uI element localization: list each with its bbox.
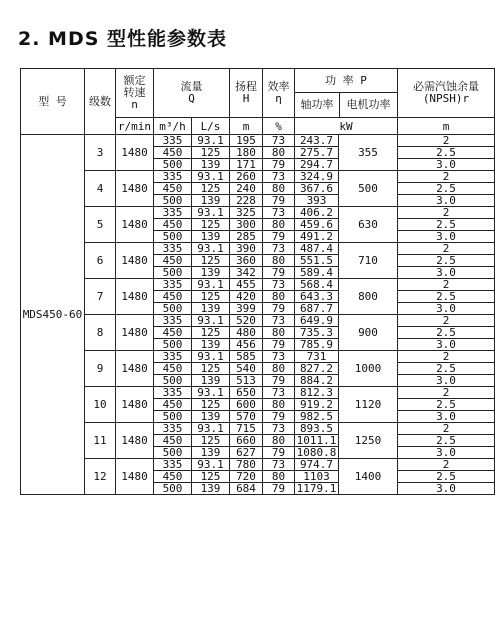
flow-m3h-cell: 335 <box>154 135 192 147</box>
head-cell: 627 <box>230 447 263 459</box>
flow-ls-cell: 125 <box>192 363 230 375</box>
table-row <box>21 207 495 219</box>
efficiency-cell: 73 <box>263 423 295 435</box>
efficiency-cell: 79 <box>263 195 295 207</box>
flow-ls-cell: 125 <box>192 471 230 483</box>
flow-m3h-cell: 500 <box>154 159 192 171</box>
header-stages: 级数 <box>85 69 116 135</box>
npsh-cell: 3.0 <box>398 483 495 495</box>
flow-m3h-cell: 500 <box>154 267 192 279</box>
efficiency-cell: 80 <box>263 471 295 483</box>
flow-m3h-cell: 500 <box>154 303 192 315</box>
efficiency-cell: 79 <box>263 231 295 243</box>
npsh-cell: 3.0 <box>398 411 495 423</box>
shaft-power-cell: 459.6 <box>295 219 339 231</box>
head-cell: 684 <box>230 483 263 495</box>
motor-power-cell: 1250 <box>339 423 398 459</box>
shaft-power-cell: 982.5 <box>295 411 339 423</box>
stages-cell: 7 <box>85 279 116 315</box>
flow-ls-cell: 93.1 <box>192 315 230 327</box>
npsh-cell: 2 <box>398 243 495 255</box>
stages-cell: 10 <box>85 387 116 423</box>
flow-ls-cell: 93.1 <box>192 351 230 363</box>
motor-power-cell: 710 <box>339 243 398 279</box>
flow-ls-cell: 139 <box>192 411 230 423</box>
flow-ls-cell: 139 <box>192 195 230 207</box>
motor-power-cell: 355 <box>339 135 398 171</box>
shaft-power-cell: 643.3 <box>295 291 339 303</box>
head-cell: 570 <box>230 411 263 423</box>
head-cell: 399 <box>230 303 263 315</box>
flow-ls-cell: 139 <box>192 303 230 315</box>
flow-m3h-cell: 450 <box>154 183 192 195</box>
table-row <box>21 279 495 291</box>
flow-m3h-cell: 500 <box>154 339 192 351</box>
motor-power-cell: 900 <box>339 315 398 351</box>
efficiency-cell: 79 <box>263 267 295 279</box>
shaft-power-cell: 589.4 <box>295 267 339 279</box>
head-cell: 360 <box>230 255 263 267</box>
unit-head: m <box>230 118 263 135</box>
performance-table <box>20 68 495 495</box>
flow-ls-cell: 93.1 <box>192 423 230 435</box>
npsh-cell: 2.5 <box>398 147 495 159</box>
npsh-cell: 2.5 <box>398 291 495 303</box>
efficiency-cell: 79 <box>263 303 295 315</box>
head-cell: 480 <box>230 327 263 339</box>
flow-m3h-cell: 500 <box>154 447 192 459</box>
flow-m3h-cell: 450 <box>154 219 192 231</box>
flow-ls-cell: 139 <box>192 447 230 459</box>
efficiency-cell: 73 <box>263 279 295 291</box>
header-power: 功 率 P 轴功率 电机功率 <box>295 69 398 118</box>
efficiency-cell: 73 <box>263 351 295 363</box>
unit-speed: r/min <box>116 118 154 135</box>
header-npsh: 必需汽蚀余量 (NPSH)r <box>398 69 495 118</box>
header-head: 扬程 H <box>230 69 263 118</box>
efficiency-cell: 80 <box>263 219 295 231</box>
flow-m3h-cell: 335 <box>154 243 192 255</box>
flow-ls-cell: 93.1 <box>192 135 230 147</box>
npsh-cell: 2.5 <box>398 183 495 195</box>
flow-m3h-cell: 335 <box>154 171 192 183</box>
shaft-power-cell: 974.7 <box>295 459 339 471</box>
efficiency-cell: 79 <box>263 411 295 423</box>
flow-m3h-cell: 450 <box>154 255 192 267</box>
model-cell: MDS450-60 <box>21 135 85 495</box>
flow-ls-cell: 125 <box>192 219 230 231</box>
npsh-cell: 2 <box>398 171 495 183</box>
table-row <box>21 387 495 399</box>
table-row <box>21 315 495 327</box>
head-cell: 585 <box>230 351 263 363</box>
shaft-power-cell: 324.9 <box>295 171 339 183</box>
shaft-power-cell: 884.2 <box>295 375 339 387</box>
flow-m3h-cell: 335 <box>154 459 192 471</box>
speed-cell: 1480 <box>116 243 154 279</box>
shaft-power-cell: 1179.1 <box>295 483 339 495</box>
efficiency-cell: 79 <box>263 447 295 459</box>
head-cell: 285 <box>230 231 263 243</box>
head-cell: 325 <box>230 207 263 219</box>
header-motor-power: 电机功率 <box>346 98 391 111</box>
npsh-cell: 2.5 <box>398 471 495 483</box>
shaft-power-cell: 491.2 <box>295 231 339 243</box>
shaft-power-cell: 487.4 <box>295 243 339 255</box>
flow-ls-cell: 139 <box>192 483 230 495</box>
speed-cell: 1480 <box>116 279 154 315</box>
efficiency-cell: 80 <box>263 291 295 303</box>
efficiency-cell: 73 <box>263 387 295 399</box>
speed-cell: 1480 <box>116 135 154 171</box>
table-row <box>21 171 495 183</box>
shaft-power-cell: 393 <box>295 195 339 207</box>
head-cell: 260 <box>230 171 263 183</box>
header-model: 型 号 <box>21 69 85 135</box>
npsh-cell: 2 <box>398 459 495 471</box>
stages-cell: 3 <box>85 135 116 171</box>
npsh-cell: 2.5 <box>398 399 495 411</box>
npsh-cell: 2.5 <box>398 219 495 231</box>
npsh-cell: 2 <box>398 207 495 219</box>
stages-cell: 5 <box>85 207 116 243</box>
flow-m3h-cell: 335 <box>154 207 192 219</box>
flow-ls-cell: 139 <box>192 267 230 279</box>
shaft-power-cell: 275.7 <box>295 147 339 159</box>
flow-m3h-cell: 500 <box>154 411 192 423</box>
flow-ls-cell: 93.1 <box>192 279 230 291</box>
shaft-power-cell: 785.9 <box>295 339 339 351</box>
head-cell: 456 <box>230 339 263 351</box>
efficiency-cell: 80 <box>263 363 295 375</box>
efficiency-cell: 73 <box>263 459 295 471</box>
head-cell: 228 <box>230 195 263 207</box>
efficiency-cell: 80 <box>263 255 295 267</box>
shaft-power-cell: 731 <box>295 351 339 363</box>
efficiency-cell: 80 <box>263 327 295 339</box>
motor-power-cell: 1000 <box>339 351 398 387</box>
flow-ls-cell: 139 <box>192 375 230 387</box>
shaft-power-cell: 568.4 <box>295 279 339 291</box>
npsh-cell: 2 <box>398 315 495 327</box>
flow-m3h-cell: 500 <box>154 375 192 387</box>
table-row <box>21 135 495 147</box>
header-flow: 流量 Q <box>154 69 230 118</box>
head-cell: 720 <box>230 471 263 483</box>
shaft-power-cell: 243.7 <box>295 135 339 147</box>
unit-npsh: m <box>398 118 495 135</box>
efficiency-cell: 80 <box>263 147 295 159</box>
flow-ls-cell: 93.1 <box>192 171 230 183</box>
header-efficiency: 效率 η <box>263 69 295 118</box>
shaft-power-cell: 1103 <box>295 471 339 483</box>
flow-ls-cell: 93.1 <box>192 459 230 471</box>
shaft-power-cell: 1011.1 <box>295 435 339 447</box>
efficiency-cell: 73 <box>263 171 295 183</box>
efficiency-cell: 73 <box>263 243 295 255</box>
flow-m3h-cell: 500 <box>154 483 192 495</box>
motor-power-cell: 630 <box>339 207 398 243</box>
npsh-cell: 2.5 <box>398 327 495 339</box>
flow-m3h-cell: 450 <box>154 399 192 411</box>
flow-ls-cell: 139 <box>192 339 230 351</box>
shaft-power-cell: 919.2 <box>295 399 339 411</box>
table-body <box>21 135 495 495</box>
head-cell: 540 <box>230 363 263 375</box>
npsh-cell: 3.0 <box>398 231 495 243</box>
efficiency-cell: 80 <box>263 399 295 411</box>
header-rated-speed: 额定 转速 n <box>116 69 154 118</box>
motor-power-cell: 1120 <box>339 387 398 423</box>
stages-cell: 11 <box>85 423 116 459</box>
flow-m3h-cell: 335 <box>154 351 192 363</box>
motor-power-cell: 1400 <box>339 459 398 495</box>
npsh-cell: 2.5 <box>398 363 495 375</box>
head-cell: 342 <box>230 267 263 279</box>
head-cell: 390 <box>230 243 263 255</box>
npsh-cell: 3.0 <box>398 375 495 387</box>
head-cell: 513 <box>230 375 263 387</box>
unit-power: kW <box>295 118 398 135</box>
head-cell: 420 <box>230 291 263 303</box>
flow-ls-cell: 125 <box>192 327 230 339</box>
header-shaft-power: 轴功率 <box>295 93 340 117</box>
motor-power-cell: 800 <box>339 279 398 315</box>
shaft-power-cell: 735.3 <box>295 327 339 339</box>
efficiency-cell: 79 <box>263 483 295 495</box>
flow-ls-cell: 125 <box>192 435 230 447</box>
flow-ls-cell: 125 <box>192 147 230 159</box>
npsh-cell: 2.5 <box>398 435 495 447</box>
stages-cell: 6 <box>85 243 116 279</box>
head-cell: 171 <box>230 159 263 171</box>
stages-cell: 12 <box>85 459 116 495</box>
npsh-cell: 3.0 <box>398 447 495 459</box>
shaft-power-cell: 406.2 <box>295 207 339 219</box>
head-cell: 600 <box>230 399 263 411</box>
head-cell: 660 <box>230 435 263 447</box>
flow-ls-cell: 125 <box>192 183 230 195</box>
head-cell: 650 <box>230 387 263 399</box>
head-cell: 180 <box>230 147 263 159</box>
stages-cell: 9 <box>85 351 116 387</box>
head-cell: 520 <box>230 315 263 327</box>
speed-cell: 1480 <box>116 423 154 459</box>
npsh-cell: 3.0 <box>398 339 495 351</box>
npsh-cell: 2 <box>398 351 495 363</box>
flow-m3h-cell: 450 <box>154 291 192 303</box>
shaft-power-cell: 893.5 <box>295 423 339 435</box>
shaft-power-cell: 1080.8 <box>295 447 339 459</box>
flow-ls-cell: 139 <box>192 231 230 243</box>
efficiency-cell: 80 <box>263 435 295 447</box>
npsh-cell: 3.0 <box>398 195 495 207</box>
page-title: 2. MDS 型性能参数表 <box>18 28 228 50</box>
table-row <box>21 351 495 363</box>
stages-cell: 8 <box>85 315 116 351</box>
unit-flow-ls: L/s <box>192 118 230 135</box>
npsh-cell: 2 <box>398 387 495 399</box>
shaft-power-cell: 367.6 <box>295 183 339 195</box>
stages-cell: 4 <box>85 171 116 207</box>
speed-cell: 1480 <box>116 459 154 495</box>
flow-ls-cell: 125 <box>192 291 230 303</box>
head-cell: 195 <box>230 135 263 147</box>
efficiency-cell: 79 <box>263 375 295 387</box>
flow-m3h-cell: 450 <box>154 327 192 339</box>
flow-ls-cell: 139 <box>192 159 230 171</box>
table-row <box>21 459 495 471</box>
shaft-power-cell: 827.2 <box>295 363 339 375</box>
speed-cell: 1480 <box>116 351 154 387</box>
flow-m3h-cell: 500 <box>154 195 192 207</box>
shaft-power-cell: 687.7 <box>295 303 339 315</box>
flow-m3h-cell: 450 <box>154 471 192 483</box>
head-cell: 240 <box>230 183 263 195</box>
efficiency-cell: 80 <box>263 183 295 195</box>
npsh-cell: 3.0 <box>398 159 495 171</box>
npsh-cell: 3.0 <box>398 303 495 315</box>
flow-m3h-cell: 450 <box>154 147 192 159</box>
speed-cell: 1480 <box>116 387 154 423</box>
unit-flow-m3h: m³/h <box>154 118 192 135</box>
flow-ls-cell: 93.1 <box>192 387 230 399</box>
npsh-cell: 2 <box>398 135 495 147</box>
shaft-power-cell: 294.7 <box>295 159 339 171</box>
npsh-cell: 2 <box>398 279 495 291</box>
flow-ls-cell: 125 <box>192 255 230 267</box>
motor-power-cell: 500 <box>339 171 398 207</box>
head-cell: 455 <box>230 279 263 291</box>
speed-cell: 1480 <box>116 315 154 351</box>
unit-efficiency: % <box>263 118 295 135</box>
table-row <box>21 423 495 435</box>
shaft-power-cell: 551.5 <box>295 255 339 267</box>
npsh-cell: 3.0 <box>398 267 495 279</box>
flow-m3h-cell: 335 <box>154 315 192 327</box>
efficiency-cell: 73 <box>263 315 295 327</box>
shaft-power-cell: 649.9 <box>295 315 339 327</box>
head-cell: 715 <box>230 423 263 435</box>
head-cell: 300 <box>230 219 263 231</box>
flow-ls-cell: 125 <box>192 399 230 411</box>
table-row <box>21 243 495 255</box>
flow-ls-cell: 93.1 <box>192 207 230 219</box>
npsh-cell: 2.5 <box>398 255 495 267</box>
head-cell: 780 <box>230 459 263 471</box>
flow-m3h-cell: 500 <box>154 231 192 243</box>
flow-m3h-cell: 335 <box>154 279 192 291</box>
flow-m3h-cell: 450 <box>154 435 192 447</box>
efficiency-cell: 73 <box>263 135 295 147</box>
npsh-cell: 2 <box>398 423 495 435</box>
efficiency-cell: 79 <box>263 339 295 351</box>
flow-m3h-cell: 450 <box>154 363 192 375</box>
flow-ls-cell: 93.1 <box>192 243 230 255</box>
speed-cell: 1480 <box>116 171 154 207</box>
efficiency-cell: 79 <box>263 159 295 171</box>
shaft-power-cell: 812.3 <box>295 387 339 399</box>
efficiency-cell: 73 <box>263 207 295 219</box>
speed-cell: 1480 <box>116 207 154 243</box>
flow-m3h-cell: 335 <box>154 423 192 435</box>
flow-m3h-cell: 335 <box>154 387 192 399</box>
